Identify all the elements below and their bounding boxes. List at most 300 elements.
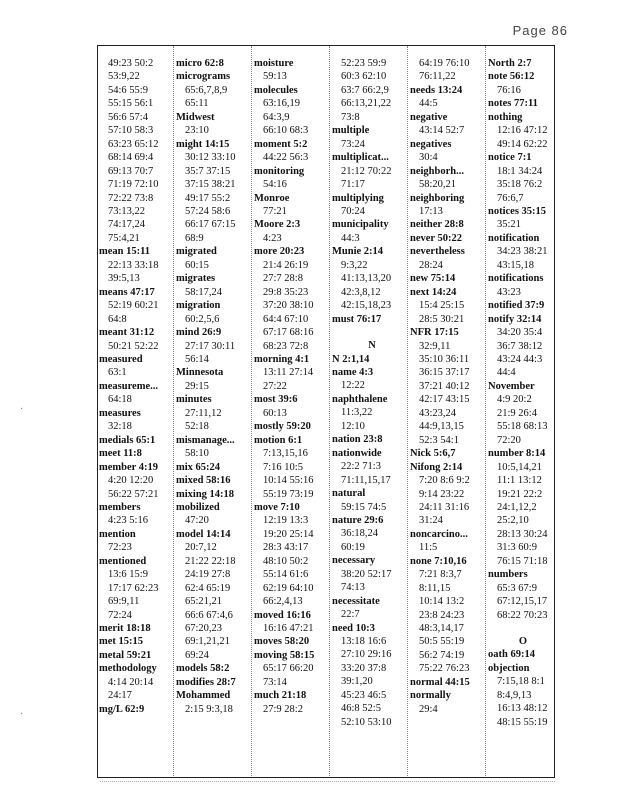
page-references: 71:17: [341, 179, 365, 191]
index-term: model 14:14: [176, 528, 231, 540]
index-term: moment 5:2: [254, 138, 308, 150]
page-references: 76:6,7: [497, 192, 524, 204]
page-references: 55:19 73:19: [263, 488, 314, 500]
index-term: municipality: [332, 219, 389, 231]
index-term: much 21:18: [254, 690, 307, 702]
index-term: might 14:15: [176, 138, 230, 150]
index-term: normally: [410, 690, 451, 702]
page-references: 9:14 23:22: [419, 488, 465, 500]
page-references: 56:22 57:21: [108, 488, 159, 500]
page-references: 13:18 16:6: [341, 636, 387, 648]
page-references: 42:15,18,23: [341, 300, 392, 312]
page-references: 15:4 25:15: [419, 300, 465, 312]
page-references: 29:4: [419, 703, 438, 715]
index-term: moved 16:16: [254, 609, 311, 621]
page-references: 12:19 13:3: [263, 515, 309, 527]
page-references: 75:22 76:23: [419, 663, 470, 675]
page-references: 28:13 30:24: [497, 528, 548, 540]
index-term: needs 13:24: [410, 84, 463, 96]
page-references: 58:10: [185, 448, 209, 460]
page-references: 27:11,12: [185, 407, 222, 419]
index-term: notification: [488, 232, 540, 244]
page-references: 59:13: [263, 71, 287, 83]
page-references: 8:4,9,13: [497, 689, 532, 701]
page-references: 35:10 36:11: [419, 353, 470, 365]
index-term: mind 26:9: [176, 327, 222, 339]
page-references: 21:4 26:19: [263, 259, 309, 271]
index-term: number 8:14: [488, 448, 546, 460]
page-references: 32:9,11: [419, 340, 451, 352]
index-column-6: [488, 57, 558, 729]
page-references: 27:22: [263, 380, 287, 392]
page-references: 17:13: [419, 205, 443, 217]
page-references: 30:12 33:10: [185, 152, 236, 164]
page-references: 28:3 43:17: [263, 542, 309, 554]
page-references: 16:16 47:21: [263, 623, 314, 635]
page-references: 35:21: [497, 219, 521, 231]
margin-mark: ·: [20, 404, 24, 415]
index-term: morning 4:1: [254, 353, 310, 365]
index-term: NFR 17:15: [410, 327, 459, 339]
page-references: 72:22 73:8: [108, 192, 154, 204]
page-references: 4:14 20:14: [108, 676, 154, 688]
index-term: member 4:19: [99, 461, 158, 473]
index-term: measured: [99, 353, 143, 365]
index-term: measures: [99, 407, 141, 419]
page-references: 34:23 38:21: [497, 246, 548, 258]
index-term: need 10:3: [332, 622, 375, 634]
page-references: 31:3 60:9: [497, 542, 537, 554]
index-term: notes 77:11: [488, 98, 538, 110]
index-term: micrograms: [176, 71, 231, 83]
page-references: 64:4 67:10: [263, 313, 309, 325]
page-references: 18:1 34:24: [497, 165, 543, 177]
index-column-1: [99, 57, 179, 716]
page-references: 63:23 65:12: [108, 138, 159, 150]
page-references: 22:2 71:3: [341, 461, 381, 473]
index-term: means 47:17: [99, 286, 155, 298]
page-references: 42:17 43:15: [419, 394, 470, 406]
page-references: 70:24: [341, 205, 365, 217]
page-references: 74:17,24: [108, 219, 146, 231]
index-column-5: [410, 57, 490, 716]
index-term: Monroe: [254, 192, 290, 204]
index-term: none 7:10,16: [410, 555, 467, 567]
page-references: 66:10 68:3: [263, 125, 309, 137]
page-references: 29:15: [185, 380, 209, 392]
page-references: 73:24: [341, 138, 365, 150]
index-term: nothing: [488, 111, 523, 123]
index-term: notifications: [488, 273, 544, 285]
page-references: 7:20 8:6 9:2: [419, 475, 470, 487]
page-references: 60:3 62:10: [341, 71, 387, 83]
page-references: 65:21,21: [185, 596, 223, 608]
index-term: new 75:14: [410, 273, 456, 285]
page-references: 17:17 62:23: [108, 582, 159, 594]
page-references: 77:21: [263, 205, 287, 217]
page-references: 73:8: [341, 111, 360, 123]
page-references: 35:18 76:2: [497, 179, 543, 191]
page-references: 23:8 24:23: [419, 609, 465, 621]
page-references: 12:10: [341, 420, 365, 432]
page-references: 76:16: [497, 84, 521, 96]
index-term: November: [488, 380, 535, 392]
page-references: 27:9 28:2: [263, 703, 303, 715]
index-term: molecules: [254, 84, 298, 96]
page-references: 64:19 76:10: [419, 58, 470, 69]
index-term: negative: [410, 111, 448, 123]
index-term: mention: [99, 528, 136, 540]
page-references: 63:16,19: [263, 98, 301, 110]
page-references: 64:3,9: [263, 111, 290, 123]
page-references: 59:15 74:5: [341, 501, 387, 513]
page-references: 25:2,10: [497, 515, 529, 527]
index-term: mobilized: [176, 501, 220, 513]
page-references: 30:4: [419, 152, 438, 164]
page-references: 65:6,7,8,9: [185, 84, 228, 96]
index-term: mixed 58:16: [176, 475, 231, 487]
page-references: 36:18,24: [341, 528, 379, 540]
page-references: 65:11: [185, 98, 209, 110]
page-references: 72:24: [108, 609, 132, 621]
index-term: mentioned: [99, 555, 147, 567]
page-references: 10:14 55:16: [263, 475, 314, 487]
index-term: mismanage...: [176, 434, 235, 446]
page-references: 29:8 35:23: [263, 286, 309, 298]
page-references: 50:21 52:22: [108, 340, 159, 352]
page-references: 32:18: [108, 421, 132, 433]
page-references: 22:7: [341, 609, 360, 621]
page-references: 68:9: [185, 232, 204, 244]
page-references: 54:16: [263, 179, 287, 191]
page-references: 10:5,14,21: [497, 461, 542, 473]
page-references: 62:19 64:10: [263, 582, 314, 594]
page-references: 2:15 9:3,18: [185, 703, 233, 715]
page-references: 75:4,21: [108, 232, 140, 244]
index-term: necessary: [332, 555, 376, 567]
page-references: 55:14 61:6: [263, 569, 309, 581]
page-references: 52:23 59:9: [341, 58, 387, 69]
page-references: 52:19 60:21: [108, 300, 159, 312]
index-term: mix 65:24: [176, 461, 221, 473]
page-references: 64:8: [108, 313, 127, 325]
page-references: 66:2,4,13: [263, 596, 303, 608]
index-term: next 14:24: [410, 286, 457, 298]
page-references: 66:6 67:4,6: [185, 609, 233, 621]
index-column-2: [176, 57, 256, 716]
page-references: 43:23,24: [419, 407, 457, 419]
page-references: 45:23 46:5: [341, 689, 387, 701]
index-term: normal 44:15: [410, 676, 470, 688]
index-column-3: [254, 57, 334, 716]
index-term: meant 31:12: [99, 327, 155, 339]
page-references: 67:17 68:16: [263, 327, 314, 339]
index-term: naphthalene: [332, 393, 388, 405]
index-term: negatives: [410, 138, 452, 150]
page-references: 54:6 55:9: [108, 84, 148, 96]
page-references: 72:20: [497, 434, 521, 446]
section-letter: N: [368, 340, 376, 352]
page-references: 68:23 72:8: [263, 340, 309, 352]
index-term: migration: [176, 300, 221, 312]
page-references: 24:11 31:16: [419, 501, 470, 513]
index-term: methodology: [99, 663, 157, 675]
page-references: 69:13 70:7: [108, 165, 154, 177]
index-term: mixing 14:18: [176, 488, 235, 500]
index-term: North 2:7: [488, 58, 532, 69]
page-references: 39:5,13: [108, 273, 140, 285]
index-term: medials 65:1: [99, 434, 156, 446]
index-term: monitoring: [254, 165, 305, 177]
page-references: 13:11 27:14: [263, 367, 314, 379]
page-references: 52:3 54:1: [419, 434, 459, 446]
index-term: motion 6:1: [254, 434, 303, 446]
page-references: 52:10 53:10: [341, 716, 392, 728]
page-references: 48:3,14,17: [419, 623, 464, 635]
page-references: 49:14 62:22: [497, 138, 548, 150]
index-term: Nifong 2:14: [410, 461, 463, 473]
page-references: 64:18: [108, 394, 132, 406]
page-references: 37:21 40:12: [419, 380, 470, 392]
page-references: 21:9 26:4: [497, 407, 537, 419]
index-term: members: [99, 501, 141, 513]
index-term: numbers: [488, 569, 528, 581]
index-term: multiplying: [332, 192, 384, 204]
index-term: Midwest: [176, 111, 215, 123]
page-references: 57:24 58:6: [185, 205, 231, 217]
index-term: micro 62:8: [176, 58, 224, 69]
section-letter: O: [518, 636, 528, 648]
page-references: 37:20 38:10: [263, 300, 314, 312]
page-references: 21:12 70:22: [341, 165, 392, 177]
page-references: 55:18 68:13: [497, 421, 548, 433]
page-references: 44:4: [497, 367, 516, 379]
page-references: 27:10 29:16: [341, 649, 392, 661]
index-term: neither 28:8: [410, 219, 464, 231]
page-references: 44:5: [419, 98, 438, 110]
margin-mark: ·: [20, 709, 24, 720]
index-term: N 2:1,14: [332, 353, 370, 365]
index-term: mg/L 62:9: [99, 703, 145, 715]
page-references: 76:15 71:18: [497, 555, 548, 567]
index-term: Moore 2:3: [254, 219, 301, 231]
index-term: nature 29:6: [332, 514, 384, 526]
page-references: 65:3 67:9: [497, 582, 537, 594]
index-term: more 20:23: [254, 246, 305, 258]
page-references: 28:5 30:21: [419, 313, 465, 325]
index-term: neighboring: [410, 192, 465, 204]
index-term: multiplicat...: [332, 152, 389, 164]
index-term: mostly 59:20: [254, 421, 311, 433]
page-references: 4:20 12:20: [108, 475, 154, 487]
page-references: 53:9,22: [108, 71, 140, 83]
page-references: 7:21 8:3,7: [419, 569, 462, 581]
index-term: metal 59:21: [99, 649, 152, 661]
page-references: 56:6 57:4: [108, 111, 148, 123]
index-term: migrates: [176, 273, 216, 285]
page-references: 52:18: [185, 421, 209, 433]
index-term: nation 23:8: [332, 434, 383, 446]
index-term: minutes: [176, 394, 212, 406]
page-references: 34:20 35:4: [497, 327, 543, 339]
page-references: 20:7,12: [185, 542, 217, 554]
index-term: oath 69:14: [488, 649, 535, 661]
page-references: 27:17 30:11: [185, 340, 236, 352]
index-term: mean 15:11: [99, 246, 151, 258]
page-references: 8:11,15: [419, 582, 451, 594]
page-references: 12:22: [341, 380, 365, 392]
page-references: 42:3,8,12: [341, 286, 381, 298]
page-references: 68:14 69:4: [108, 152, 154, 164]
page-references: 43:24 44:3: [497, 353, 543, 365]
page-references: 60:15: [185, 259, 209, 271]
index-term: neighborh...: [410, 165, 464, 177]
page-references: 28:24: [419, 259, 443, 271]
index-term: modifies 28:7: [176, 676, 236, 688]
page-references: 7:16 10:5: [263, 461, 303, 473]
page-references: 49:23 50:2: [108, 58, 154, 69]
index-term: move 7:10: [254, 501, 300, 513]
index-term: name 4:3: [332, 366, 374, 378]
page-references: 60:19: [341, 541, 365, 553]
index-term: noncarcino...: [410, 528, 468, 540]
index-term: measureme...: [99, 380, 158, 392]
page-references: 43:15,18: [497, 259, 535, 271]
page-references: 56:2 74:19: [419, 649, 465, 661]
index-term: met 15:15: [99, 636, 144, 648]
page-references: 66:13,21,22: [341, 98, 392, 110]
page-references: 13:6 15:9: [108, 569, 148, 581]
index-term: Mohammed: [176, 690, 231, 702]
index-term: moving 58:15: [254, 649, 315, 661]
page-references: 49:17 55:2: [185, 192, 231, 204]
index-term: natural: [332, 488, 366, 500]
index-term: migrated: [176, 246, 217, 258]
page-references: 73:14: [263, 676, 287, 688]
page-references: 65:17 66:20: [263, 663, 314, 675]
index-term: models 58:2: [176, 663, 230, 675]
page-references: 69:9,11: [108, 596, 140, 608]
page-references: 16:13 48:12: [497, 703, 548, 715]
footer-rule: [100, 781, 555, 788]
page-references: 22:13 33:18: [108, 259, 159, 271]
page-references: 7:13,15,16: [263, 448, 308, 460]
index-term: notice 7:1: [488, 152, 532, 164]
page-references: 9:3,22: [341, 259, 368, 271]
page-references: 33:20 37:8: [341, 662, 387, 674]
page-references: 69:24: [185, 649, 209, 661]
index-term: moves 58:20: [254, 636, 310, 648]
page-references: 63:7 66:2,9: [341, 84, 389, 96]
page-references: 23:10: [185, 125, 209, 137]
index-term: moisture: [254, 58, 294, 69]
page-references: 43:23: [497, 286, 521, 298]
page-number: Page 86: [512, 23, 568, 38]
index-term: nevertheless: [410, 246, 465, 258]
page-references: 47:20: [185, 515, 209, 527]
page-references: 24:19 27:8: [185, 569, 231, 581]
page-references: 67:12,15,17: [497, 596, 548, 608]
page-references: 50:5 55:19: [419, 636, 465, 648]
index-term: meet 11:8: [99, 448, 142, 460]
page-references: 24:17: [108, 690, 132, 702]
page-references: 74:13: [341, 582, 365, 594]
index-term: objection: [488, 662, 530, 674]
index-term: multiple: [332, 125, 370, 137]
index-term: notify 32:14: [488, 313, 542, 325]
page-references: 68:22 70:23: [497, 609, 548, 621]
index-term: must 76:17: [332, 313, 382, 325]
page-references: 4:23: [263, 232, 282, 244]
page-references: 58:17,24: [185, 286, 223, 298]
index-term: Nick 5:6,7: [410, 448, 456, 460]
index-term: note 56:12: [488, 71, 535, 83]
page-references: 4:9 20:2: [497, 394, 532, 406]
page-references: 44:9,13,15: [419, 421, 464, 433]
page-references: 27:7 28:8: [263, 273, 303, 285]
index-term: Munie 2:14: [332, 246, 384, 258]
index-term: never 50:22: [410, 232, 463, 244]
index-term: nationwide: [332, 447, 382, 459]
page-references: 72:23: [108, 542, 132, 554]
page-references: 44:22 56:3: [263, 152, 309, 164]
page-references: 11:1 13:12: [497, 475, 542, 487]
index-term: notified 37:9: [488, 300, 545, 312]
page-references: 41:13,13,20: [341, 273, 392, 285]
page-references: 36:15 37:17: [419, 367, 470, 379]
page-references: 11:3,22: [341, 407, 373, 419]
page-references: 57:10 58:3: [108, 125, 154, 137]
page-references: 31:24: [419, 515, 443, 527]
page-references: 44:3: [341, 232, 360, 244]
page-references: 55:15 56:1: [108, 98, 154, 110]
page-references: 11:5: [419, 542, 438, 554]
index-term: notices 35:15: [488, 205, 547, 217]
page-references: 56:14: [185, 353, 209, 365]
page-references: 73:13,22: [108, 205, 146, 217]
page-references: 38:20 52:17: [341, 568, 392, 580]
page-references: 69:1,21,21: [185, 636, 230, 648]
page-references: 48:10 50:2: [263, 555, 309, 567]
page-references: 19:21 22:2: [497, 488, 543, 500]
page-references: 46:8 52:5: [341, 703, 381, 715]
page-references: 4:23 5:16: [108, 515, 148, 527]
page-references: 39:1,20: [341, 676, 373, 688]
page-references: 36:7 38:12: [497, 340, 543, 352]
index-term: merit 18:18: [99, 623, 151, 635]
page-references: 24:1,12,2: [497, 501, 537, 513]
page-references: 76:11,22: [419, 71, 456, 83]
index-column-4: [332, 57, 412, 729]
page-references: 21:22 22:18: [185, 555, 236, 567]
page-references: 19:20 25:14: [263, 528, 314, 540]
page-references: 60:2,5,6: [185, 313, 220, 325]
spacer: [488, 622, 558, 635]
page-references: 66:17 67:15: [185, 219, 236, 231]
page-references: 43:14 52:7: [419, 125, 465, 137]
page-references: 12:16 47:12: [497, 125, 548, 137]
index-term: Minnesota: [176, 367, 224, 379]
page-references: 35:7 37:15: [185, 165, 231, 177]
page-references: 37:15 38:21: [185, 179, 236, 191]
index-term: most 39:6: [254, 394, 298, 406]
page-references: 67:20,23: [185, 623, 223, 635]
page-references: 62:4 65:19: [185, 582, 231, 594]
page-references: 71:11,15,17: [341, 474, 391, 486]
page-references: 60:13: [263, 407, 287, 419]
page-references: 7:15,18 8:1: [497, 676, 545, 688]
page-references: 58:20,21: [419, 179, 457, 191]
